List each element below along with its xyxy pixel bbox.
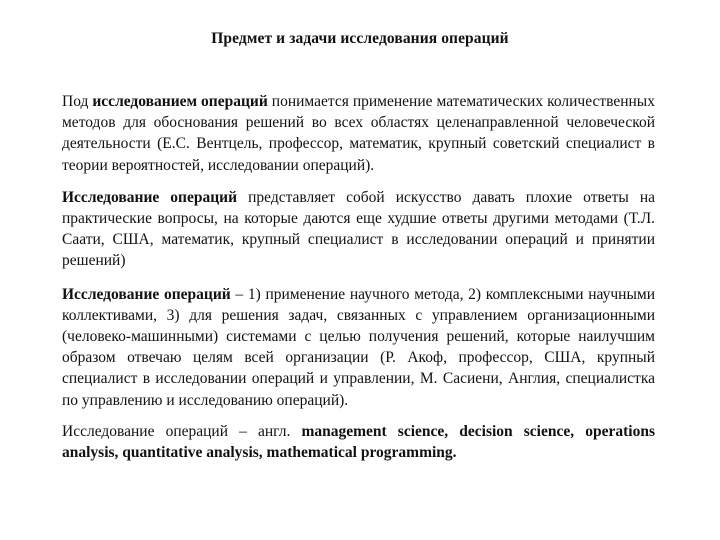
page-title: Предмет и задачи исследования операций: [211, 30, 509, 47]
definition-paragraph-4: [62, 421, 655, 463]
paragraph-text: – 1) применение научного метода, 2) комплексными научными коллективами, 3) для решения задач, связанных с управлением организационными (человеко-машинными) системами с целью получения решений, которые наилучшим образом отвечаю целям всей организации (Р. Акоф, профессор, США, крупный специалист в исследовании операций и управлении, М. Сасиени, Англия, специалистка по управлению и исследованию операций).: [62, 285, 655, 409]
paragraph-text: понимается применение математических количественных методов для обоснования решений во всех областях целенаправленной человеческой деятельности (Е.С. Вентцель, профессор, математик, крупный советский специалист в теории вероятностей, исследовании операций).: [62, 93, 655, 174]
term-highlight: исследованием операций: [92, 93, 268, 110]
paragraph-lead: Исследование операций – англ.: [62, 422, 302, 440]
definition-paragraph-3: [62, 284, 655, 411]
definition-paragraph-1: [62, 91, 655, 176]
definition-paragraph-2: [62, 187, 655, 272]
term-highlight: Исследование операций: [62, 285, 231, 303]
paragraph-lead: Под: [62, 93, 93, 110]
paragraph-text: представляет собой искусство давать плохие ответы на практические вопросы, на которые даются еще худшие ответы другими методами (Т.Л. Саати, США, математик, крупный специалист в исследовании операций и принятии решений): [62, 188, 656, 270]
term-highlight: Исследование операций: [62, 188, 238, 206]
english-terms: management science, decision science, operations analysis, quantitative analysis, mathematical programming.: [62, 422, 655, 462]
slide-body: [62, 91, 655, 474]
